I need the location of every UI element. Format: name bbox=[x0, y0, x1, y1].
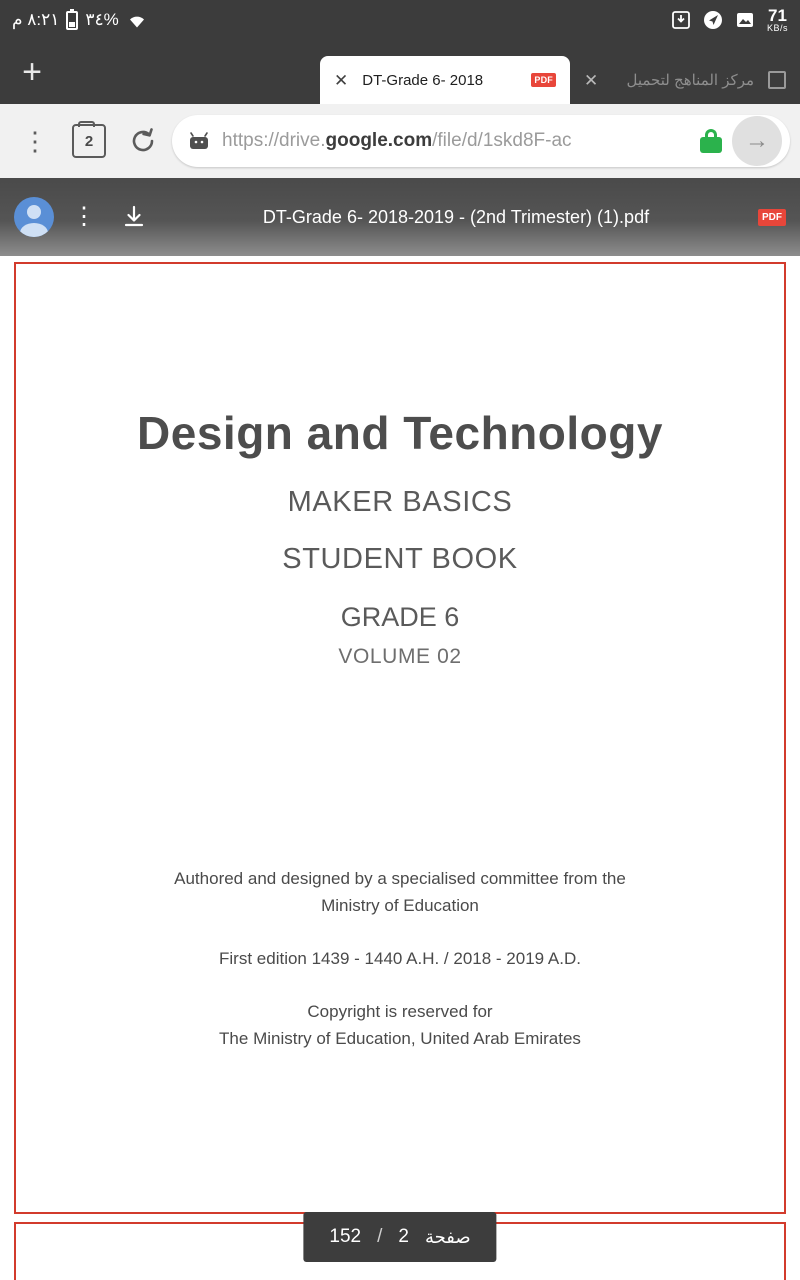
url-domain: google.com bbox=[325, 130, 433, 151]
document-cover bbox=[16, 264, 784, 1212]
page-label: صفحة bbox=[424, 1226, 471, 1247]
url-bar[interactable] bbox=[172, 115, 790, 167]
pdf-badge: PDF bbox=[758, 209, 786, 226]
location-arrow-icon bbox=[703, 10, 723, 30]
browser-menu-button[interactable] bbox=[10, 116, 60, 166]
copyright-line-2: The Ministry of Education, United Arab Emirates bbox=[219, 1029, 581, 1048]
close-icon[interactable]: ✕ bbox=[584, 70, 599, 90]
go-button[interactable]: → bbox=[732, 116, 782, 166]
url-prefix: https://drive. bbox=[222, 130, 326, 151]
status-bar-right bbox=[671, 7, 788, 33]
tab-switcher-button[interactable] bbox=[64, 116, 114, 166]
tab-curriculum-site[interactable] bbox=[570, 56, 800, 104]
network-speed-unit: KB/s bbox=[766, 23, 788, 33]
url-suffix: /file/d/1skd8F-ac bbox=[432, 130, 572, 151]
reload-icon bbox=[128, 126, 158, 156]
document-subtitle-2: STUDENT BOOK bbox=[282, 543, 518, 575]
battery-icon bbox=[66, 11, 78, 30]
pdf-page-current[interactable] bbox=[14, 262, 786, 1214]
clock: ٨:٢١ م bbox=[12, 10, 60, 29]
download-icon[interactable] bbox=[114, 204, 154, 230]
tab-title: DT-Grade 6- 2018 bbox=[362, 71, 484, 89]
avatar[interactable] bbox=[14, 197, 54, 237]
battery-percent: ٣٤% bbox=[85, 10, 119, 29]
page-current: 152 bbox=[329, 1226, 362, 1247]
pdf-badge: PDF bbox=[531, 73, 556, 87]
network-speed-value: 71 bbox=[768, 6, 787, 25]
wifi-icon bbox=[126, 12, 148, 29]
new-tab-button[interactable]: + bbox=[22, 52, 42, 91]
status-bar-left bbox=[12, 10, 148, 30]
pdf-toolbar bbox=[0, 178, 800, 256]
android-icon bbox=[186, 131, 212, 151]
pdf-file-name: DT-Grade 6- 2018-2019 - (2nd Trimester) (1).pdf bbox=[262, 206, 650, 227]
browser-toolbar bbox=[0, 104, 800, 178]
reload-button[interactable] bbox=[118, 116, 168, 166]
page-total: 2 bbox=[398, 1226, 409, 1247]
document-volume: VOLUME 02 bbox=[338, 645, 462, 668]
credits-edition bbox=[174, 945, 626, 972]
tab-pdf-document[interactable] bbox=[320, 56, 570, 104]
document-grade: GRADE 6 bbox=[340, 602, 460, 632]
lock-icon bbox=[700, 129, 722, 153]
tab-count-badge: 2 bbox=[72, 124, 106, 158]
credits-line-2: Ministry of Education bbox=[321, 896, 479, 915]
pdf-viewer bbox=[0, 178, 800, 1280]
pdf-menu-button[interactable]: ⋮ bbox=[72, 203, 96, 230]
save-to-device-icon bbox=[671, 10, 691, 30]
tab-strip bbox=[0, 40, 800, 104]
page-separator: / bbox=[377, 1226, 383, 1247]
menu-dots-icon: ⋮ bbox=[22, 126, 48, 156]
status-bar bbox=[0, 0, 800, 40]
url-text bbox=[222, 130, 690, 152]
credits-line-1: Authored and designed by a specialised committee from the bbox=[174, 869, 626, 888]
document-title: Design and Technology bbox=[137, 407, 663, 459]
image-icon bbox=[735, 10, 755, 30]
credits-authoring bbox=[174, 865, 626, 919]
tab-favicon-placeholder-icon bbox=[768, 71, 786, 89]
tab-title: مركز المناهج لتحميل bbox=[626, 72, 754, 89]
page-indicator bbox=[303, 1212, 496, 1262]
close-icon[interactable]: ✕ bbox=[334, 70, 349, 90]
edition-line: First edition 1439 - 1440 A.H. / 2018 - 2019 A.D. bbox=[219, 949, 581, 968]
network-speed-indicator bbox=[767, 7, 788, 33]
document-subtitle-1: MAKER BASICS bbox=[287, 486, 513, 518]
document-credits bbox=[174, 865, 626, 1052]
credits-copyright bbox=[174, 998, 626, 1052]
copyright-line-1: Copyright is reserved for bbox=[307, 1002, 493, 1021]
